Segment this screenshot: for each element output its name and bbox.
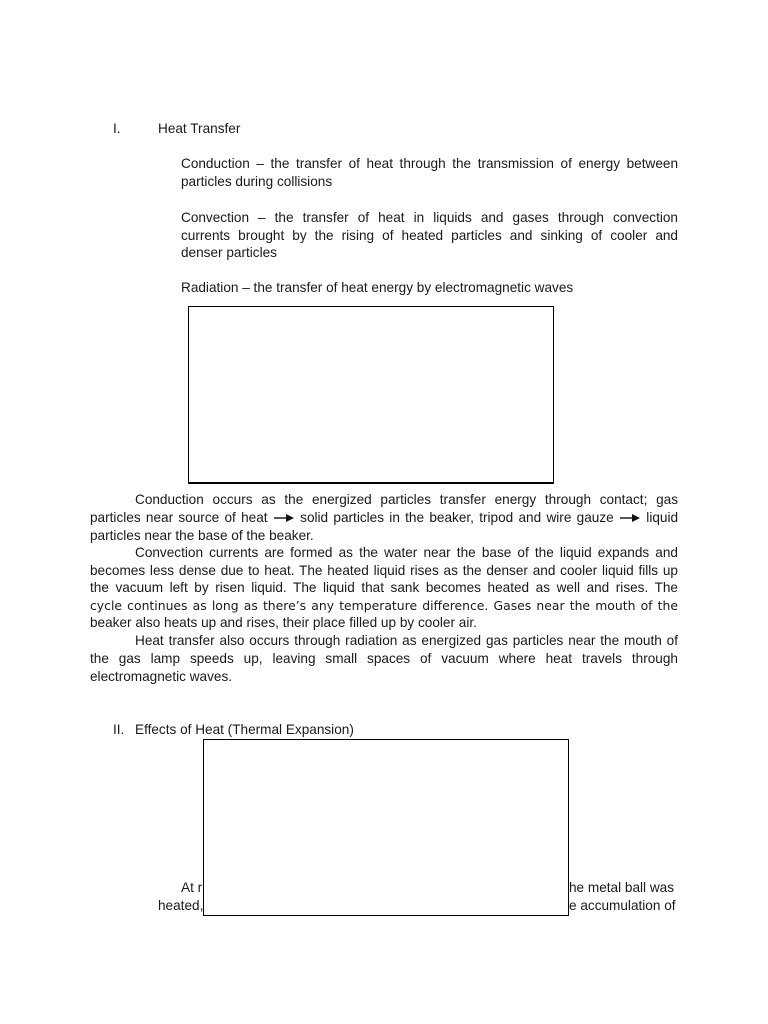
- paragraph-conduction-line-2c: liquid: [646, 510, 678, 525]
- section-1-numeral: I.: [113, 121, 121, 136]
- conduction-definition-line-1: Conduction – the transfer of heat through the transmission of energy between: [181, 156, 678, 171]
- paragraph-convection-line-5: beaker also heats up and rises, their place filled up by cooler air.: [90, 615, 477, 630]
- section-2-text-line-1-left: At r: [181, 880, 203, 895]
- paragraph-convection-line-1: Convection currents are formed as the water near the base of the liquid expands and: [135, 545, 678, 560]
- paragraph-conduction-line-2a: particles near source of heat: [90, 510, 268, 525]
- figure-heat-transfer-frame: [188, 306, 554, 484]
- paragraph-convection-line-2: becomes less dense due to heat. The heated liquid rises as the denser and cooler liquid fills up: [90, 563, 678, 578]
- convection-definition-line-3: denser particles: [181, 245, 277, 260]
- right-arrow-icon: [619, 513, 641, 523]
- paragraph-radiation-line-3: electromagnetic waves.: [90, 669, 233, 684]
- paragraph-conduction-line-2b: solid particles in the beaker, tripod and wire gauze: [300, 510, 614, 525]
- paragraph-conduction-line-1: Conduction occurs as the energized particles transfer energy through contact; gas: [135, 492, 678, 507]
- paragraph-convection-line-4: cycle continues as long as there’s any temperature difference. Gases near the mouth of the: [90, 598, 678, 613]
- paragraph-conduction-line-2: [90, 509, 678, 527]
- convection-definition-line-1: Convection – the transfer of heat in liquids and gases through convection: [181, 210, 678, 225]
- section-2-text-line-1-right: he metal ball was: [569, 880, 675, 895]
- section-2-title: Effects of Heat (Thermal Expansion): [135, 722, 354, 737]
- right-arrow-icon: [273, 513, 295, 523]
- section-1-title: Heat Transfer: [158, 121, 241, 136]
- paragraph-conduction-line-3: particles near the base of the beaker.: [90, 528, 314, 543]
- section-2-numeral: II.: [113, 722, 125, 737]
- radiation-definition: Radiation – the transfer of heat energy by electromagnetic waves: [181, 280, 574, 295]
- paragraph-radiation-line-1: Heat transfer also occurs through radiation as energized gas particles near the mouth of: [135, 633, 678, 648]
- convection-definition-line-2: currents brought by the rising of heated particles and sinking of cooler and: [181, 228, 678, 243]
- paragraph-radiation-line-2: the gas lamp speeds up, leaving small spaces of vacuum where heat travels through: [90, 651, 678, 666]
- section-2-text-line-2-left: heated,: [158, 898, 204, 913]
- section-2-text-line-2-right: e accumulation of: [569, 898, 676, 913]
- paragraph-convection-line-3: the vacuum left by risen liquid. The liquid that sank becomes heated as well and rises. The: [90, 580, 678, 595]
- conduction-definition-line-2: particles during collisions: [181, 174, 333, 189]
- figure-thermal-expansion-frame: [203, 739, 569, 916]
